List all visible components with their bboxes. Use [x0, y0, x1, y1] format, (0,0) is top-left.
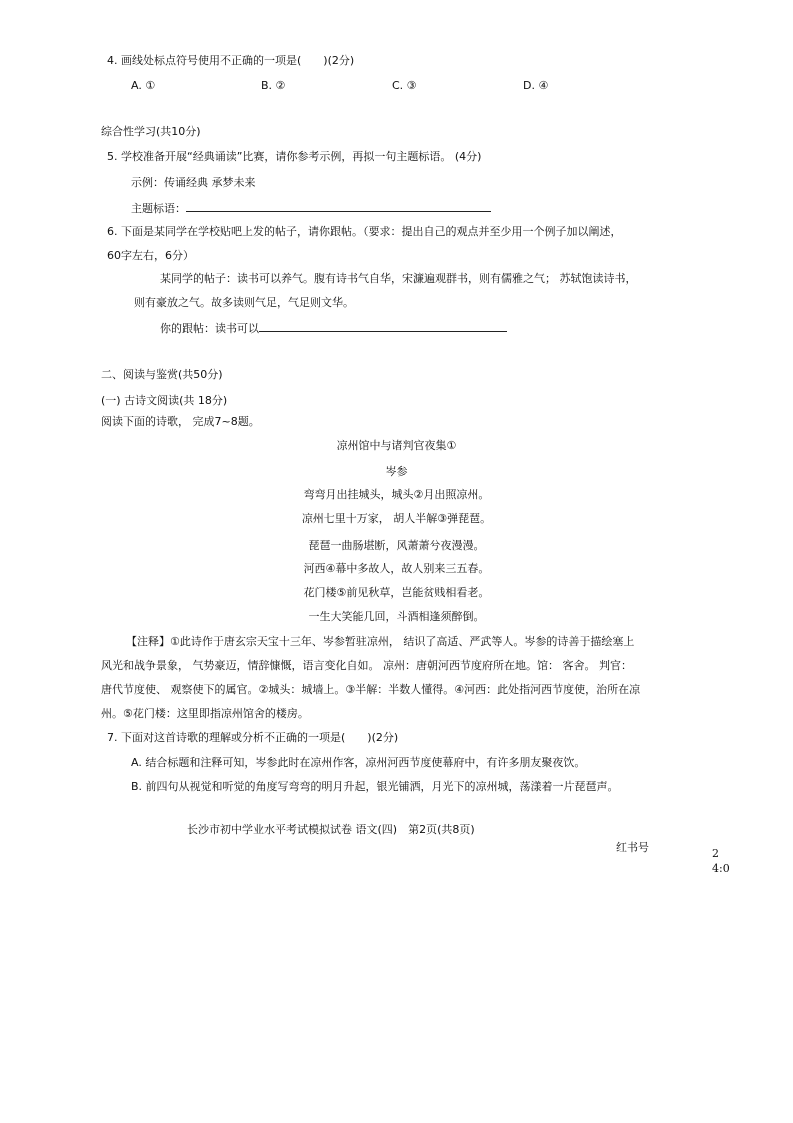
- section-heading-reading: 二、阅读与鉴赏(共50分): [101, 368, 223, 381]
- reading-instruction: 阅读下面的诗歌， 完成7~8题。: [101, 415, 260, 428]
- q6-reply-blank[interactable]: [259, 320, 507, 332]
- q6-reply-line: [160, 320, 507, 336]
- note-line: 唐代节度使、 观察使下的属官。②城头：城墙上。③半解：半数人懂得。④河西：此处指河西节度使，治所在凉: [101, 683, 641, 696]
- stamp-label: 红书号: [616, 841, 649, 854]
- q5-example: 示例：传诵经典 承梦未来: [131, 176, 256, 189]
- note-line: 州。⑤花门楼：这里即指凉州馆舍的楼房。: [101, 707, 309, 720]
- note-line: 风光和战争景象， 气势豪迈，情辞慷慨，语言变化自如。 凉州：唐朝河西节度府所在地。馆： 客舍。 判官：: [101, 659, 632, 672]
- q4-option-d: D. ④: [523, 79, 549, 92]
- note-line: 【注释】①此诗作于唐玄宗天宝十三年、岑参暂驻凉州， 结识了高适、严武等人。岑参的诗善于描绘塞上: [126, 635, 635, 648]
- poem-line: 凉州七里十万家， 胡人半解③弹琵琶。: [301, 512, 492, 525]
- q6-stem-line1: 6. 下面是某同学在学校贴吧上发的帖子，请你跟帖。（要求：提出自己的观点并至少用一个例子加以阐述，: [107, 225, 622, 238]
- margin-code: 4:0: [712, 862, 730, 875]
- subsection-heading-ancient-poetry: (一) 古诗文阅读(共 18分): [101, 394, 228, 407]
- q7-option-a: A. 结合标题和注释可知，岑参此时在凉州作客，凉州河西节度使幕府中，有许多朋友聚夜饮。: [131, 756, 586, 769]
- margin-code: 2: [712, 847, 719, 860]
- q4-option-a: A. ①: [131, 79, 156, 92]
- poem-line: 河西④幕中多故人，故人别来三五春。: [303, 562, 490, 575]
- q6-stem-line2: 60字左右，6分）: [107, 249, 194, 262]
- q6-post-line2: 则有豪放之气。故多读则气足，气足则文华。: [134, 296, 354, 309]
- poem-line: 琵琶一曲肠堪断，风萧萧兮夜漫漫。: [308, 539, 485, 552]
- q4-option-b: B. ②: [261, 79, 286, 92]
- q4-option-c: C. ③: [392, 79, 417, 92]
- q7-stem: 7. 下面对这首诗歌的理解或分析不正确的一项是( )(2分): [107, 731, 399, 744]
- poem-title: 凉州馆中与诸判官夜集①: [336, 439, 457, 452]
- q5-answer-blank[interactable]: [186, 200, 491, 212]
- poem-author: 岑参: [385, 465, 408, 478]
- page-footer: 长沙市初中学业水平考试模拟试卷 语文(四) 第2页(共8页): [187, 823, 475, 836]
- poem-line: 弯弯月出挂城头，城头②月出照凉州。: [303, 488, 490, 501]
- q4-stem: 4. 画线处标点符号使用不正确的一项是( )(2分): [107, 54, 355, 67]
- q7-option-b: B. 前四句从视觉和听觉的角度写弯弯的明月升起，银光铺洒，月光下的凉州城，荡漾着一片琵琶声。: [131, 780, 619, 793]
- q5-answer-line: [131, 200, 491, 216]
- q6-reply-label: 你的跟帖：读书可以: [160, 322, 259, 335]
- poem-line: 一生大笑能几回，斗酒相逢须醉倒。: [308, 610, 485, 623]
- section-heading-zonghe: 综合性学习(共10分): [101, 125, 201, 138]
- q5-answer-label: 主题标语：: [131, 202, 186, 215]
- q5-stem: 5. 学校准备开展“经典诵读”比赛，请你参考示例，再拟一句主题标语。 (4分): [107, 150, 482, 163]
- poem-line: 花门楼⑤前见秋草，岂能贫贱相看老。: [303, 586, 490, 599]
- q6-post-line1: 某同学的帖子：读书可以养气。腹有诗书气自华，宋濂遍观群书，则有儒雅之气； 苏轼饱读诗书，: [160, 272, 637, 285]
